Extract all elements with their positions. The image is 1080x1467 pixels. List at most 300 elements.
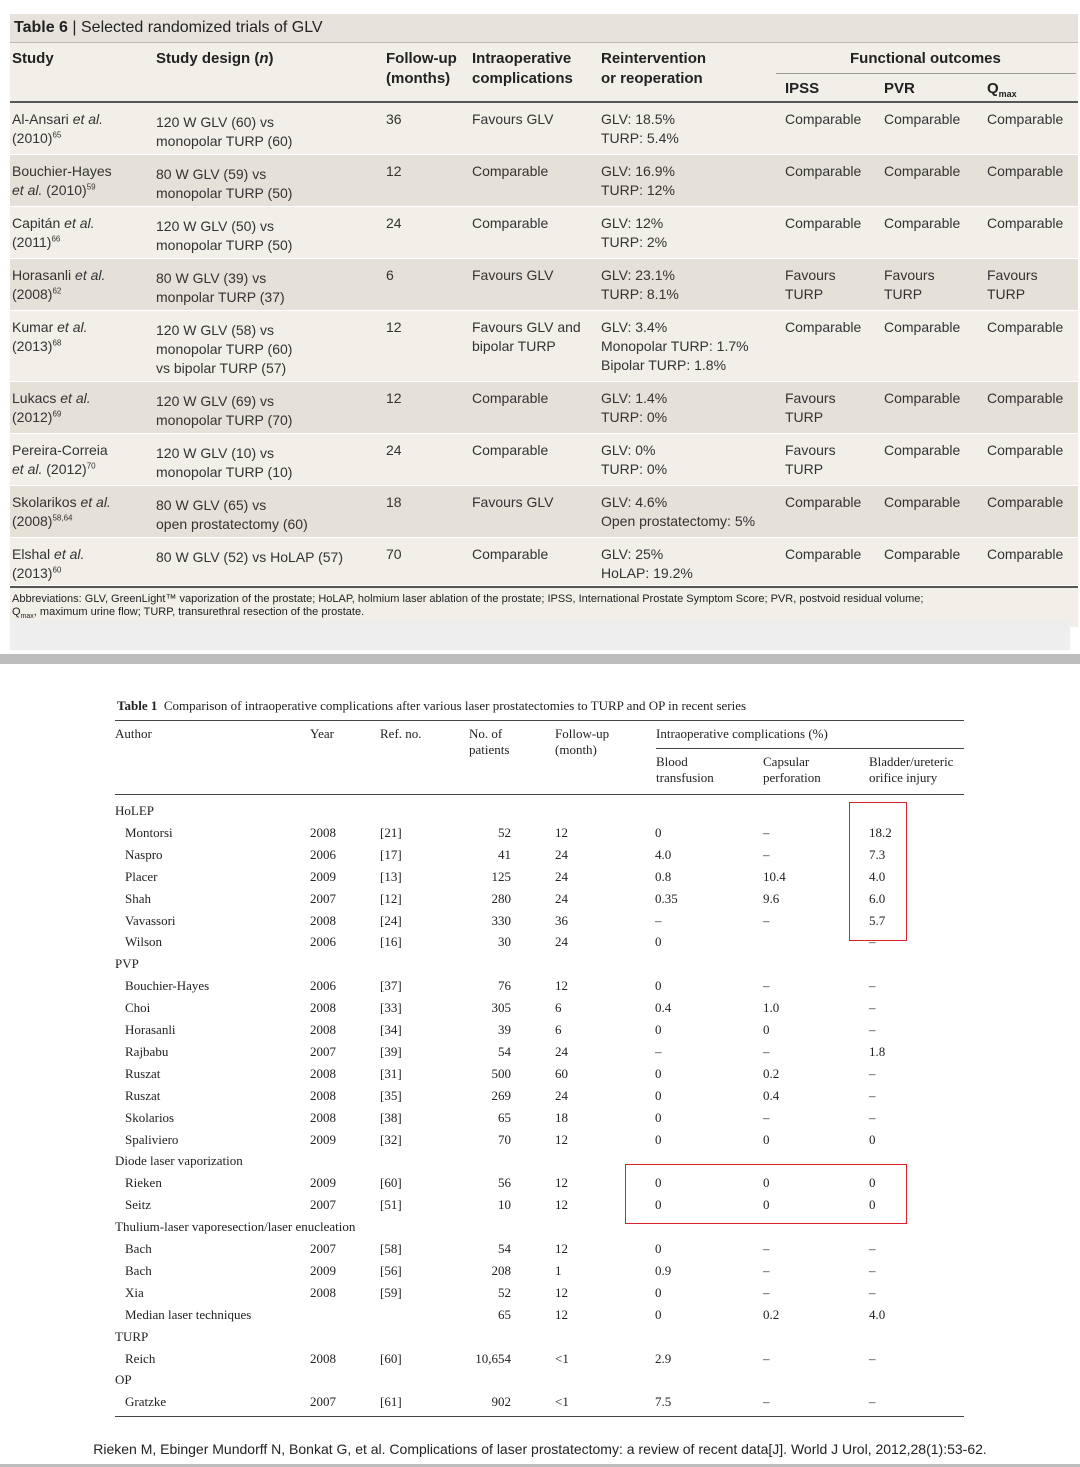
group-label: OP: [115, 1372, 132, 1388]
table-6-body: [10, 103, 1078, 586]
cell-blood-transfusion: 0: [655, 934, 662, 950]
cell-blood-transfusion: 0: [655, 1109, 662, 1125]
table-1-row: [115, 866, 975, 888]
cell-followup: [386, 110, 402, 129]
cell-qmax: [987, 493, 1063, 512]
header-bottom-rule: [115, 794, 964, 795]
cell-author: Shah: [125, 890, 151, 906]
cell-qmax-line: Comparable: [987, 442, 1064, 458]
cell-qmax-line: Comparable: [987, 494, 1064, 510]
cell-bladder-injury: 6.0: [869, 890, 886, 906]
cell-followup-line: 12: [386, 319, 402, 335]
cell-pvr-line: Comparable: [884, 319, 961, 335]
cell-patients: 70: [498, 1131, 511, 1147]
cell-ref: [31]: [380, 1065, 402, 1081]
cell-reintervention-line: TURP: 8.1%: [601, 286, 679, 302]
study-year: (2013): [12, 565, 53, 581]
cell-patients: 10,654: [475, 1350, 511, 1366]
cell-author: Naspro: [125, 846, 163, 862]
cell-followup-line: 24: [386, 215, 402, 231]
table-1-row: [115, 1282, 975, 1304]
cell-author: Montorsi: [125, 824, 173, 840]
cell-followup: 24: [555, 846, 568, 862]
header-qmax: [987, 79, 1017, 104]
cell-study: [12, 266, 152, 304]
study-line2: [12, 233, 152, 252]
cell-blood-transfusion: 0: [655, 1306, 662, 1322]
cell-patients: 54: [498, 1241, 511, 1256]
cell-blood-transfusion: 0.9: [655, 1262, 672, 1278]
header-pvr: PVR: [884, 80, 915, 97]
cell-followup: [386, 318, 402, 337]
study-line2: [12, 460, 152, 479]
cell-ipss-line: Comparable: [785, 111, 862, 127]
cell-design-line: monopolar TURP (50): [156, 185, 293, 201]
cell-design: [156, 321, 386, 378]
cell-blood-transfusion: 0: [655, 1087, 662, 1103]
cell-blood-transfusion: –: [655, 912, 662, 928]
cell-capsular-perforation: 1.0: [763, 1000, 780, 1016]
cell-capsular-perforation: 0.4: [763, 1087, 780, 1103]
cell-author: Rieken: [125, 1175, 162, 1191]
cell-blood-transfusion: –: [655, 1043, 662, 1059]
cell-reintervention: [601, 110, 781, 148]
cell-qmax: [987, 162, 1063, 181]
table-1-row: [115, 822, 975, 844]
cell-pvr-line: Comparable: [884, 546, 961, 562]
cell-study: [12, 493, 152, 531]
cell-author: Bouchier-Hayes: [125, 978, 210, 994]
cell-reintervention: [601, 214, 781, 252]
cell-year: 2008: [310, 1000, 336, 1016]
cell-capsular-perforation: –: [763, 978, 770, 994]
cell-year: 2006: [310, 934, 336, 950]
cell-pvr-line: Comparable: [884, 215, 961, 231]
cell-bladder-injury: 1.8: [869, 1043, 886, 1059]
cell-reintervention-line: GLV: 3.4%: [601, 319, 668, 335]
cell-qmax: [987, 545, 1063, 564]
cell-patients: 39: [498, 1022, 511, 1037]
cell-design-line: 80 W GLV (59) vs: [156, 166, 267, 182]
cell-patients: 902: [491, 1394, 511, 1410]
cell-author: Seitz: [125, 1197, 151, 1213]
study-line2: [12, 564, 152, 583]
cell-followup: 24: [555, 1087, 568, 1103]
cell-capsular-perforation: 0.2: [763, 1065, 780, 1081]
cell-capsular-perforation: –: [763, 1284, 770, 1300]
highlight-box-holep-bladder: [849, 802, 907, 941]
cell-pvr: [884, 214, 960, 233]
cell-capsular-perforation: –: [763, 1043, 770, 1059]
table-1-number: Table 1: [117, 698, 158, 713]
cell-followup: [386, 162, 402, 181]
cell-reintervention: [601, 441, 781, 479]
cell-ipss: [785, 493, 861, 512]
cell-reintervention-line: TURP: 0%: [601, 409, 668, 425]
study-line2: [12, 181, 152, 200]
cell-patients: 269: [491, 1087, 511, 1103]
cell-intraop-line: Comparable: [472, 546, 549, 562]
cell-year: 2009: [310, 1175, 336, 1191]
cell-patients: 208: [491, 1262, 511, 1278]
cell-patients: 10: [498, 1197, 511, 1213]
cell-year: 2009: [310, 1131, 336, 1147]
header-reintervention: [601, 49, 706, 89]
cell-study: [12, 318, 152, 356]
cell-intraop: [472, 493, 597, 512]
cell-followup: [386, 389, 402, 408]
cell-followup: 12: [555, 978, 568, 994]
section-divider: [0, 654, 1080, 664]
cell-author: Median laser techniques: [125, 1306, 252, 1322]
cell-qmax-line: Favours: [987, 267, 1038, 283]
cell-bladder-injury: –: [869, 1262, 876, 1278]
cell-reintervention-line: GLV: 0%: [601, 442, 656, 458]
cell-patients: 65: [498, 1109, 511, 1125]
header-capsular-line1: Capsular: [763, 754, 810, 769]
study-line1: Bouchier-Hayes: [12, 163, 112, 179]
table-6-row: [10, 259, 1078, 311]
table-6-title: [10, 14, 1078, 43]
table-1-row: [115, 1238, 975, 1260]
cell-capsular-perforation: 0: [763, 1022, 770, 1037]
cell-intraop-line: Favours GLV: [472, 111, 554, 127]
group-header-row: [115, 953, 975, 975]
header-patients-line1: No. of: [469, 726, 503, 741]
cell-year: 2009: [310, 1262, 336, 1278]
header-study: Study: [12, 50, 54, 67]
cell-capsular-perforation: –: [763, 912, 770, 928]
cell-year: 2007: [310, 1197, 336, 1213]
cell-reintervention-line: GLV: 16.9%: [601, 163, 675, 179]
cell-followup: 12: [555, 1197, 568, 1213]
abbr-rest: , maximum urine flow; TURP, transurethral resection of the prostate.: [33, 606, 365, 618]
cell-capsular-perforation: 0: [763, 1175, 770, 1191]
cell-pvr-line: Comparable: [884, 111, 961, 127]
table-1-row: [115, 1391, 975, 1413]
cell-ref: [38]: [380, 1109, 402, 1125]
header-followup-line2: (months): [386, 70, 451, 87]
cell-followup: 36: [555, 912, 568, 928]
cell-bladder-injury: –: [869, 1000, 876, 1016]
cell-followup: 12: [555, 1175, 568, 1191]
cell-bladder-injury: –: [869, 1109, 876, 1125]
study-ref-superscript: 66: [51, 234, 61, 244]
header-ipss: IPSS: [785, 80, 820, 97]
cell-capsular-perforation: –: [763, 1394, 770, 1410]
study-ref-superscript: 58,64: [52, 513, 73, 523]
cell-intraop: [472, 110, 597, 129]
cell-ipss: [785, 162, 861, 181]
cell-qmax-line: Comparable: [987, 390, 1064, 406]
table-1-row: [115, 1019, 975, 1041]
header-intraop: [472, 49, 573, 89]
cell-ipss-line: Comparable: [785, 319, 862, 335]
header-followup: [555, 726, 609, 758]
cell-followup: 6: [555, 1000, 562, 1016]
cell-patients: 30: [498, 934, 511, 950]
cell-design-line: vs bipolar TURP (57): [156, 360, 287, 376]
cell-capsular-perforation: –: [763, 846, 770, 862]
table-1-row: [115, 1107, 975, 1129]
cell-intraop-line: bipolar TURP: [472, 338, 556, 354]
cell-ref: [13]: [380, 868, 402, 884]
cell-qmax: [987, 318, 1063, 337]
table-1-row: [115, 1304, 975, 1326]
cell-intraop-line: Comparable: [472, 390, 549, 406]
study-year: (2013): [12, 338, 53, 354]
study-line1: Pereira-Correia: [12, 442, 108, 458]
header-capsular: [763, 754, 821, 786]
cell-qmax-line: Comparable: [987, 215, 1064, 231]
cell-year: 2008: [310, 1065, 336, 1081]
cell-followup: 1: [555, 1262, 562, 1278]
cell-ipss: [785, 214, 861, 233]
cell-bladder-injury: –: [869, 978, 876, 994]
cell-ref: [32]: [380, 1131, 402, 1147]
study-line2: [12, 337, 152, 356]
cell-reintervention-line: GLV: 25%: [601, 546, 664, 562]
cell-author: Bach: [125, 1241, 152, 1256]
cell-reintervention: [601, 318, 781, 375]
cell-capsular-perforation: 0.2: [763, 1306, 780, 1322]
cell-intraop-line: Comparable: [472, 442, 549, 458]
cell-reintervention-line: Open prostatectomy: 5%: [601, 513, 756, 529]
cell-intraop: [472, 389, 597, 408]
cell-followup: 12: [555, 824, 568, 840]
cell-author: Wilson: [125, 934, 163, 950]
cell-design: [156, 496, 386, 534]
study-year: (2008): [12, 513, 53, 529]
cell-design-line: 80 W GLV (65) vs: [156, 497, 267, 513]
header-year: Year: [310, 726, 334, 741]
header-blood-line1: Blood: [656, 754, 688, 769]
cell-bladder-injury: –: [869, 1350, 876, 1366]
cell-reintervention-line: TURP: 5.4%: [601, 130, 679, 146]
cell-study: [12, 389, 152, 427]
table-6-row: [10, 311, 1078, 382]
cell-ipss-line: Comparable: [785, 163, 862, 179]
header-bladder: [869, 754, 953, 786]
cell-design-line: 80 W GLV (52) vs HoLAP (57): [156, 549, 343, 565]
cell-bladder-injury: –: [869, 1087, 876, 1103]
header-bladder-line2: orifice injury: [869, 770, 938, 785]
cell-followup-line: 24: [386, 442, 402, 458]
table-6-header: [10, 43, 1078, 103]
cell-followup: <1: [555, 1350, 569, 1366]
cell-followup: [386, 441, 402, 460]
study-line1: Kumar et al.: [12, 319, 88, 335]
cell-design: [156, 392, 386, 430]
cell-year: 2008: [310, 1350, 336, 1366]
cell-year: 2008: [310, 1022, 336, 1037]
cell-ipss: [785, 318, 861, 337]
cell-intraop-line: Favours GLV: [472, 267, 554, 283]
cell-pvr-line: Comparable: [884, 163, 961, 179]
cell-reintervention: [601, 545, 781, 583]
table-1-row: [115, 1348, 975, 1370]
cell-blood-transfusion: 0: [655, 1022, 662, 1037]
cell-ipss: [785, 389, 836, 427]
cell-followup: 12: [555, 1131, 568, 1147]
cell-study: [12, 162, 152, 200]
table-1: [115, 664, 975, 1434]
cell-capsular-perforation: –: [763, 824, 770, 840]
cell-ipss-line: Comparable: [785, 494, 862, 510]
cell-reintervention-line: GLV: 23.1%: [601, 267, 675, 283]
cell-ref: [51]: [380, 1197, 402, 1213]
study-year: et al. (2010): [12, 182, 87, 198]
cell-author: Ruszat: [125, 1065, 161, 1081]
cell-capsular-perforation: 10.4: [763, 868, 786, 884]
cell-design-line: monopolar TURP (60): [156, 133, 293, 149]
cell-design-line: monpolar TURP (37): [156, 289, 285, 305]
header-intraop-line2: complications: [472, 70, 573, 87]
cell-ref: [16]: [380, 934, 402, 950]
cell-patients: 305: [491, 1000, 511, 1016]
cell-intraop-line: Comparable: [472, 163, 549, 179]
cell-followup: 60: [555, 1065, 568, 1081]
header-ref: Ref. no.: [380, 726, 422, 741]
cell-capsular-perforation: –: [763, 1241, 770, 1256]
header-blood-line2: transfusion: [656, 770, 714, 785]
cell-bladder-injury: –: [869, 1241, 876, 1256]
cell-pvr: [884, 389, 960, 408]
cell-ipss-line: Favours: [785, 390, 836, 406]
cell-design: [156, 269, 386, 307]
cell-reintervention-line: Monopolar TURP: 1.7%: [601, 338, 749, 354]
cell-followup: 6: [555, 1022, 562, 1037]
cell-intraop: [472, 545, 597, 564]
cell-pvr: [884, 110, 960, 129]
cell-bladder-injury: 4.0: [869, 868, 886, 884]
table-6-row: [10, 207, 1078, 259]
cell-year: 2008: [310, 1087, 336, 1103]
table-1-row: [115, 997, 975, 1019]
header-followup: [386, 49, 457, 89]
table-1-row: [115, 975, 975, 997]
intraop-rule: [656, 748, 964, 749]
cell-followup: 18: [555, 1109, 568, 1125]
cell-bladder-injury: –: [869, 1065, 876, 1081]
cell-author: Xia: [125, 1284, 144, 1300]
header-qmax-main: Q: [987, 80, 999, 97]
table-6-number: Table 6: [14, 19, 68, 36]
cell-bladder-injury: –: [869, 1394, 876, 1410]
study-year: (2012): [12, 409, 53, 425]
table-6-row: [10, 486, 1078, 538]
cell-author: Ruszat: [125, 1087, 161, 1103]
cell-author: Spaliviero: [125, 1131, 179, 1147]
cell-intraop-line: Favours GLV: [472, 494, 554, 510]
group-label: PVP: [115, 956, 139, 972]
cell-year: 2008: [310, 1109, 336, 1125]
cell-design: [156, 548, 386, 567]
cell-year: 2008: [310, 824, 336, 840]
abbr-q: Q: [12, 606, 21, 618]
group-label: HoLEP: [115, 803, 154, 818]
cell-design: [156, 113, 386, 151]
cell-capsular-perforation: 0: [763, 1131, 770, 1147]
cell-pvr: [884, 266, 935, 304]
cell-ref: [35]: [380, 1087, 402, 1103]
cell-qmax-line: Comparable: [987, 546, 1064, 562]
table-1-row: [115, 931, 975, 953]
cell-bladder-injury: 0: [869, 1197, 876, 1213]
header-intraop-complications: Intraoperative complications (%): [656, 726, 828, 741]
cell-pvr: [884, 162, 960, 181]
cell-bladder-injury: –: [869, 1284, 876, 1300]
cell-author: Choi: [125, 1000, 151, 1016]
cell-design-line: 80 W GLV (39) vs: [156, 270, 267, 286]
cell-ref: [60]: [380, 1175, 402, 1191]
cell-qmax-line: Comparable: [987, 163, 1064, 179]
cell-pvr-line: TURP: [884, 286, 923, 302]
cell-design: [156, 165, 386, 203]
cell-reintervention-line: GLV: 4.6%: [601, 494, 668, 510]
group-label: TURP: [115, 1328, 149, 1344]
header-capsular-line2: perforation: [763, 770, 821, 785]
cell-followup: [386, 493, 402, 512]
study-year: (2010): [12, 130, 53, 146]
cell-year: 2007: [310, 1241, 336, 1256]
table-6-title-text: | Selected randomized trials of GLV: [67, 19, 323, 36]
cell-reintervention-line: TURP: 2%: [601, 234, 668, 250]
cell-design: [156, 444, 386, 482]
cell-blood-transfusion: 0: [655, 824, 662, 840]
cell-bladder-injury: 0: [869, 1175, 876, 1191]
header-divider: [776, 73, 1076, 74]
cell-design-line: monopolar TURP (50): [156, 237, 293, 253]
cell-author: Reich: [125, 1350, 156, 1366]
table-6-panel: [0, 0, 1080, 652]
study-year: (2011): [12, 234, 52, 250]
cell-author: Vavassori: [125, 912, 176, 928]
cell-intraop-line: Favours GLV and: [472, 319, 581, 335]
cell-patients: 52: [498, 1284, 511, 1300]
cell-qmax: [987, 110, 1063, 129]
cell-ipss: [785, 441, 836, 479]
study-line2: [12, 285, 152, 304]
cell-pvr: [884, 545, 960, 564]
cell-design-line: 120 W GLV (60) vs: [156, 114, 275, 130]
table-1-row: [115, 844, 975, 866]
cell-followup: [386, 214, 402, 233]
cell-design-line: 120 W GLV (69) vs: [156, 393, 275, 409]
cell-intraop: [472, 266, 597, 285]
cell-pvr: [884, 441, 960, 460]
cell-reintervention-line: GLV: 12%: [601, 215, 664, 231]
study-ref-superscript: 69: [52, 409, 62, 419]
cell-ipss-line: TURP: [785, 461, 824, 477]
cell-author: Placer: [125, 868, 158, 884]
cell-author: Gratzke: [125, 1394, 167, 1410]
cell-qmax-line: TURP: [987, 286, 1026, 302]
table-6-row: [10, 538, 1078, 586]
cell-patients: 54: [498, 1043, 511, 1059]
cell-patients: 56: [498, 1175, 511, 1191]
cell-blood-transfusion: 0: [655, 1131, 662, 1147]
cell-ipss: [785, 110, 861, 129]
cell-reintervention-line: TURP: 0%: [601, 461, 668, 477]
cell-ref: [56]: [380, 1262, 402, 1278]
cell-ref: [60]: [380, 1350, 402, 1366]
table-6-row: [10, 155, 1078, 207]
highlight-box-diode: [625, 1164, 907, 1224]
cell-pvr: [884, 493, 960, 512]
cell-bladder-injury: 7.3: [869, 846, 886, 862]
cell-design-line: 120 W GLV (58) vs: [156, 322, 275, 338]
